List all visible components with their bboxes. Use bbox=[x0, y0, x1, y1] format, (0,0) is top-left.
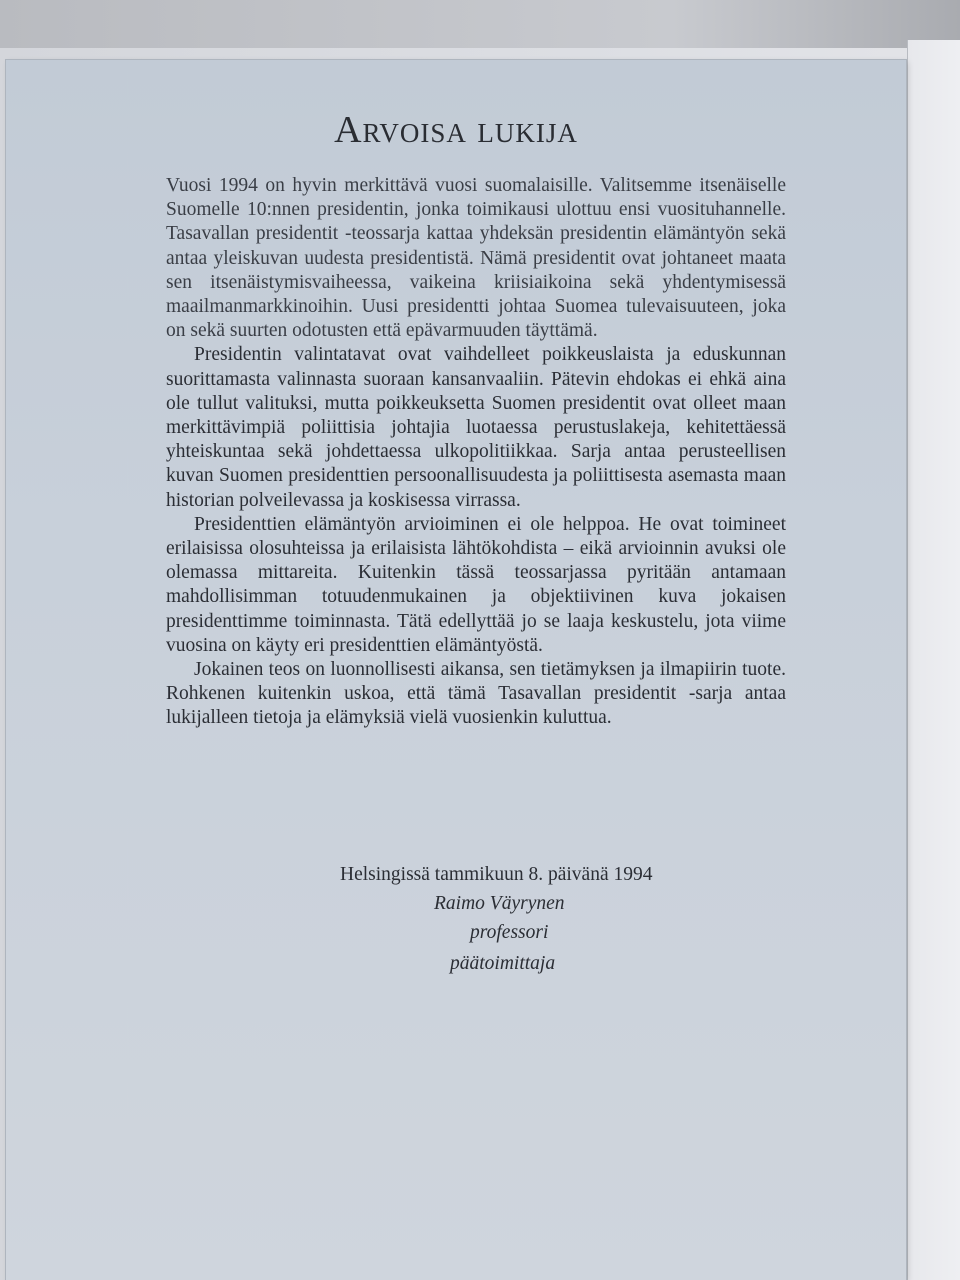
signature-block bbox=[6, 860, 906, 978]
book-page bbox=[6, 60, 906, 1280]
signature-title: professori bbox=[470, 922, 549, 943]
paragraph-2: Presidentin valintatavat ovat vaihdelleet poikkeuslaista ja eduskunnan suorittamasta valinnasta suoraan kansanvaaliin. Pätevin ehdokas ei ehkä aina ole tullut valituksi, mutta poikkeuksetta Suomen presidentit ovat olleet maan merkittävimpiä poliittisia johtajia luotaessa perustuslakeja, kehitettäessä yhteiskuntaa sekä johdettaessa ulkopolitiikkaa. Sarja antaa perusteellisen kuvan Suomen presidenttien persoonallisuudesta ja poliittisesta asemasta maan historian polveilevassa ja koskisessa virrassa. bbox=[166, 344, 786, 511]
signature-place-date: Helsingissä tammikuun 8. päivänä 1994 bbox=[340, 864, 653, 885]
adjacent-page-edge bbox=[907, 40, 960, 1280]
page-title: Arvoisa lukija bbox=[334, 109, 578, 151]
paragraph-3: Presidenttien elämäntyön arvioiminen ei ole helppoa. He ovat toimineet erilaisissa olosuhteissa ja erilaisista lähtökohdista – eikä arvioinnin avuksi ole olemassa mittareita. Kuitenkin tässä teossarjassa pyritään antamaan mahdollisimman totuudenmukainen ja objektiivinen kuva jokaisen presidenttimme toiminnasta. Tätä edellyttää jo se laaja keskustelu, jota viime vuosina on käyty eri presidenttien elämäntyöstä. bbox=[166, 513, 786, 656]
foreword-body bbox=[166, 174, 786, 731]
paragraph-4: Jokainen teos on luonnollisesti aikansa, sen tietämyksen ja ilmapiirin tuote. Rohkenen kuitenkin uskoa, että tämä Tasavallan presidentit -sarja antaa lukijalleen tietoja ja elämyksiä vielä vuosienkin kuluttua. bbox=[166, 659, 786, 729]
signature-name: Raimo Väyrynen bbox=[434, 893, 565, 914]
signature-role: päätoimittaja bbox=[450, 953, 556, 974]
paragraph-1: Vuosi 1994 on hyvin merkittävä vuosi suomalaisille. Valitsemme itsenäiselle Suomelle 10:nnen presidentin, jonka toimikausi ulottuu ensi vuosituhannelle. Tasavallan presidentit -teossarja kattaa yhdeksän presidentin elämäntyön sekä antaa yleiskuvan uudesta presidentistä. Nämä presidentit ovat johtaneet maata sen itsenäistymisvaiheessa, vaikeina kriisiaikoina sekä yhdentymisessä maailmanmarkkinoihin. Uusi presidentti johtaa Suomea tulevaisuuteen, joka on sekä suurten odotusten että epävarmuuden täyttämä. bbox=[166, 175, 786, 342]
background-top-strip bbox=[0, 0, 960, 48]
